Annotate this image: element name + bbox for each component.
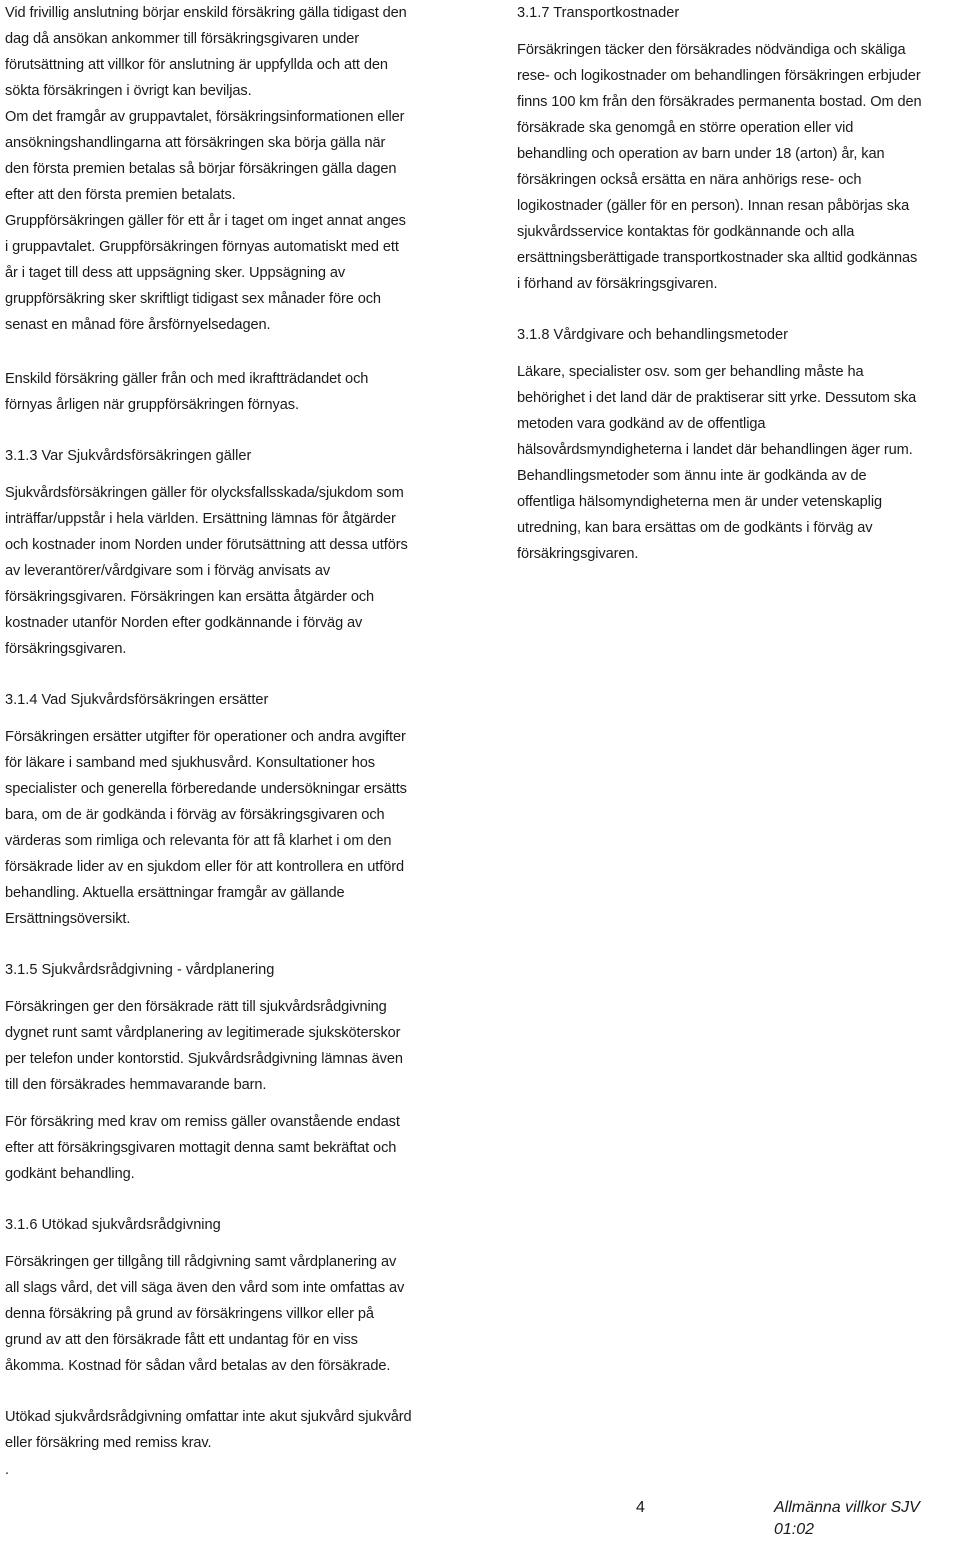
paragraph-p-intro: Vid frivillig anslutning börjar enskild försäkring gälla tidigast den dag då ansökan ankommer till försäkringsgivaren under förutsättning att villkor för anslutning är uppfyllda och att den sökta försäkringen i övrigt kan beviljas. Om det framgår av gruppavtalet, försäkringsinformationen eller ansökningshandlingarna att försäkringen ska börja gälla när den första premien betalas så börjar försäkringen gälla dagen efter att den första premien betalats. Gruppförsäkringen gäller för ett år i taget om inget annat anges i gruppavtalet. Gruppförsäkringen förnyas automatiskt med ett år i taget till dess att uppsägning sker. Uppsägning av gruppförsäkring sker skriftligt tidigast sex månader före och senast en månad före årsförnyelsedagen.: [5, 5, 407, 333]
section-heading-h-318: 3.1.8 Vårdgivare och behandlingsmetoder: [517, 327, 788, 343]
paragraph-p-313: Sjukvårdsförsäkringen gäller för olycksfallsskada/sjukdom som inträffar/uppstår i hela världen. Ersättning lämnas för åtgärder och kostnader inom Norden under förutsättning att dessa utförs av leverantörer/vårdgivare som i förväg anvisats av försäkringsgivaren. Försäkringen kan ersätta åtgärder och kostnader utanför Norden efter godkännande i förväg av försäkringsgivaren.: [5, 485, 408, 657]
right-column: [517, 0, 957, 567]
paragraph-p-316b: Utökad sjukvårdsrådgivning omfattar inte akut sjukvård sjukvård eller försäkring med remiss krav.: [5, 1409, 412, 1451]
left-column: [5, 0, 449, 1456]
section-heading-h-314: 3.1.4 Vad Sjukvårdsförsäkringen ersätter: [5, 692, 269, 708]
section-heading-h-317: 3.1.7 Transportkostnader: [517, 5, 680, 21]
page-number: 4: [636, 1499, 645, 1516]
paragraph-p-315b: För försäkring med krav om remiss gäller ovanstående endast efter att försäkringsgivaren mottagit denna samt bekräftat och godkänt behandling.: [5, 1114, 400, 1182]
section-heading-h-316: 3.1.6 Utökad sjukvårdsrådgivning: [5, 1217, 221, 1233]
trailing-dot: .: [5, 1462, 10, 1478]
paragraph-p-316a: Försäkringen ger tillgång till rådgivning samt vårdplanering av all slags vård, det vill säga även den vård som inte omfattas av denna försäkring på grund av försäkringens villkor eller på grund av att den försäkrade fått ett undantag för en viss åkomma. Kostnad för sådan vård betalas av den försäkrade.: [5, 1254, 405, 1374]
paragraph-p-317: Försäkringen täcker den försäkrades nödvändiga och skäliga rese- och logikostnader om behandlingen försäkringen erbjuder finns 100 km från den försäkrades permanenta bostad. Om den försäkrade ska genomgå en större operation eller vid behandling och operation av barn under 18 (arton) år, kan försäkringen också ersätta en nära anhörigs rese- och logikostnader (gäller för en person). Innan resan påbörjas ska sjukvårdsservice kontaktas för godkännande och alla ersättningsberättigade transportkostnader ska alltid godkännas i förhand av försäkringsgivaren.: [517, 42, 922, 292]
document-title: Allmänna villkor SJV 01:02: [774, 1499, 920, 1538]
paragraph-p-315a: Försäkringen ger den försäkrade rätt till sjukvårdsrådgivning dygnet runt samt vårdplanering av legitimerade sjuksköterskor per telefon under kontorstid. Sjukvårdsrådgivning lämnas även till den försäkrades hemmavarande barn.: [5, 999, 403, 1093]
paragraph-p-318: Läkare, specialister osv. som ger behandling måste ha behörighet i det land där de praktiserar sitt yrke. Dessutom ska metoden vara godkänd av de offentliga hälsovårdsmyndigheterna i landet där behandlingen äger rum. Behandlingsmetoder som ännu inte är godkända av de offentliga hälsomyndigheterna men är under vetenskaplig utredning, kan bara ersättas om de godkänts i förväg av försäkringsgivaren.: [517, 364, 917, 562]
section-heading-h-315: 3.1.5 Sjukvårdsrådgivning - vårdplanering: [5, 962, 275, 978]
page-footer: [0, 1497, 960, 1538]
paragraph-p-314: Försäkringen ersätter utgifter för operationer och andra avgifter för läkare i samband med sjukhusvård. Konsultationer hos specialister och generella förberedande undersökningar ersätts bara, om de är godkända i förväg av försäkringsgivaren och värderas som rimliga och relevanta för att få klarhet i om den försäkrade lider av en sjukdom eller för att kontrollera en utförd behandling. Aktuella ersättningar framgår av gällande Ersättningsöversikt.: [5, 729, 407, 927]
paragraph-p-enskild: Enskild försäkring gäller från och med ikraftträdandet och förnyas årligen när gruppförsäkringen förnyas.: [5, 371, 369, 413]
section-heading-h-313: 3.1.3 Var Sjukvårdsförsäkringen gäller: [5, 448, 252, 464]
